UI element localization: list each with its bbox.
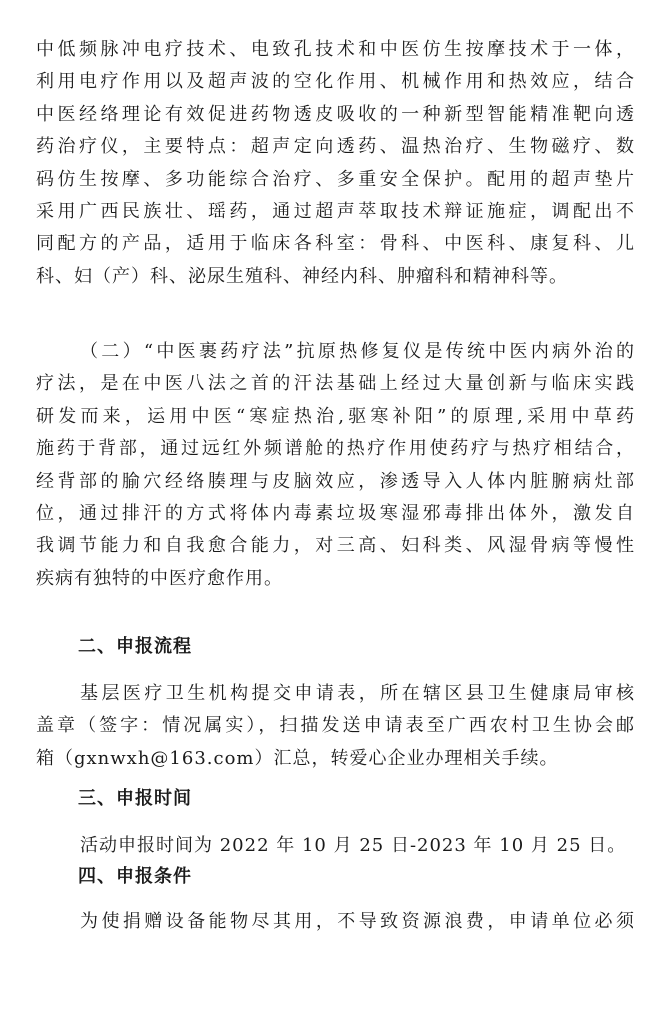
text-line: 箱（gxnwxh@163.com）汇总，转爱心企业办理相关手续。 <box>36 747 559 769</box>
text-line: 经背部的腧穴经络腠理与皮脑效应，渗透导入人体内脏腑病灶部 <box>36 470 638 492</box>
paragraph-process <box>36 678 638 775</box>
text-line: 施药于背部，通过远红外频谱舱的热疗作用使药疗与热疗相结合， <box>36 438 637 460</box>
section-heading-time: 三、申报时间 <box>78 788 192 809</box>
text-line: 研发而来，运用中医“寒症热治,驱寒补阳”的原理,采用中草药 <box>36 405 639 427</box>
text-line: 疗法，是在中医八法之首的汗法基础上经过大量创新与临床实践 <box>36 373 638 395</box>
text-line: 我调节能力和自我愈合能力，对三高、妇科类、风湿骨病等慢性 <box>36 535 638 557</box>
text-line: 药治疗仪，主要特点：超声定向透药、温热治疗、生物磁疗、数 <box>36 136 638 158</box>
paragraph-conditions <box>36 906 638 938</box>
text-line: 疾病有独特的中医疗愈作用。 <box>36 567 283 589</box>
paragraph-device-intro <box>36 34 638 293</box>
text-line: （二）“中医裹药疗法”抗原热修复仪是传统中医内病外治的 <box>80 341 638 362</box>
section-heading-conditions: 四、申报条件 <box>78 866 192 887</box>
text-line: 同配方的产品，适用于临床各科室：骨科、中医科、康复科、儿 <box>36 233 638 255</box>
text-line: 科、妇（产）科、泌尿生殖科、神经内科、肿瘤科和精神科等。 <box>36 265 568 287</box>
paragraph-herbal-therapy <box>36 336 639 595</box>
paragraph-time <box>36 830 634 862</box>
text-line: 中医经络理论有效促进药物透皮吸收的一种新型智能精准靶向透 <box>36 103 638 125</box>
text-line: 位，通过排汗的方式将体内毒素垃圾寒湿邪毒排出体外，激发自 <box>36 503 638 525</box>
text-line: 采用广西民族壮、瑶药，通过超声萃取技术辩证施症，调配出不 <box>36 201 638 223</box>
text-line: 中低频脉冲电疗技术、电致孔技术和中医仿生按摩技术于一体， <box>36 39 638 60</box>
text-line: 活动申报时间为 2022 年 10 月 25 日-2023 年 10 月 25 日。 <box>80 835 627 856</box>
text-line: 为使捐赠设备能物尽其用，不导致资源浪费，申请单位必须 <box>80 911 638 932</box>
text-line: 盖章（签字：情况属实），扫描发送申请表至广西农村卫生协会邮 <box>36 715 638 737</box>
text-line: 利用电疗作用以及超声波的空化作用、机械作用和热效应，结合 <box>36 71 638 93</box>
section-heading-process: 二、申报流程 <box>78 636 192 657</box>
text-line: 码仿生按摩、多功能综合治疗、多重安全保护。配用的超声垫片 <box>36 168 638 190</box>
text-line: 基层医疗卫生机构提交申请表，所在辖区县卫生健康局审核 <box>80 683 638 704</box>
